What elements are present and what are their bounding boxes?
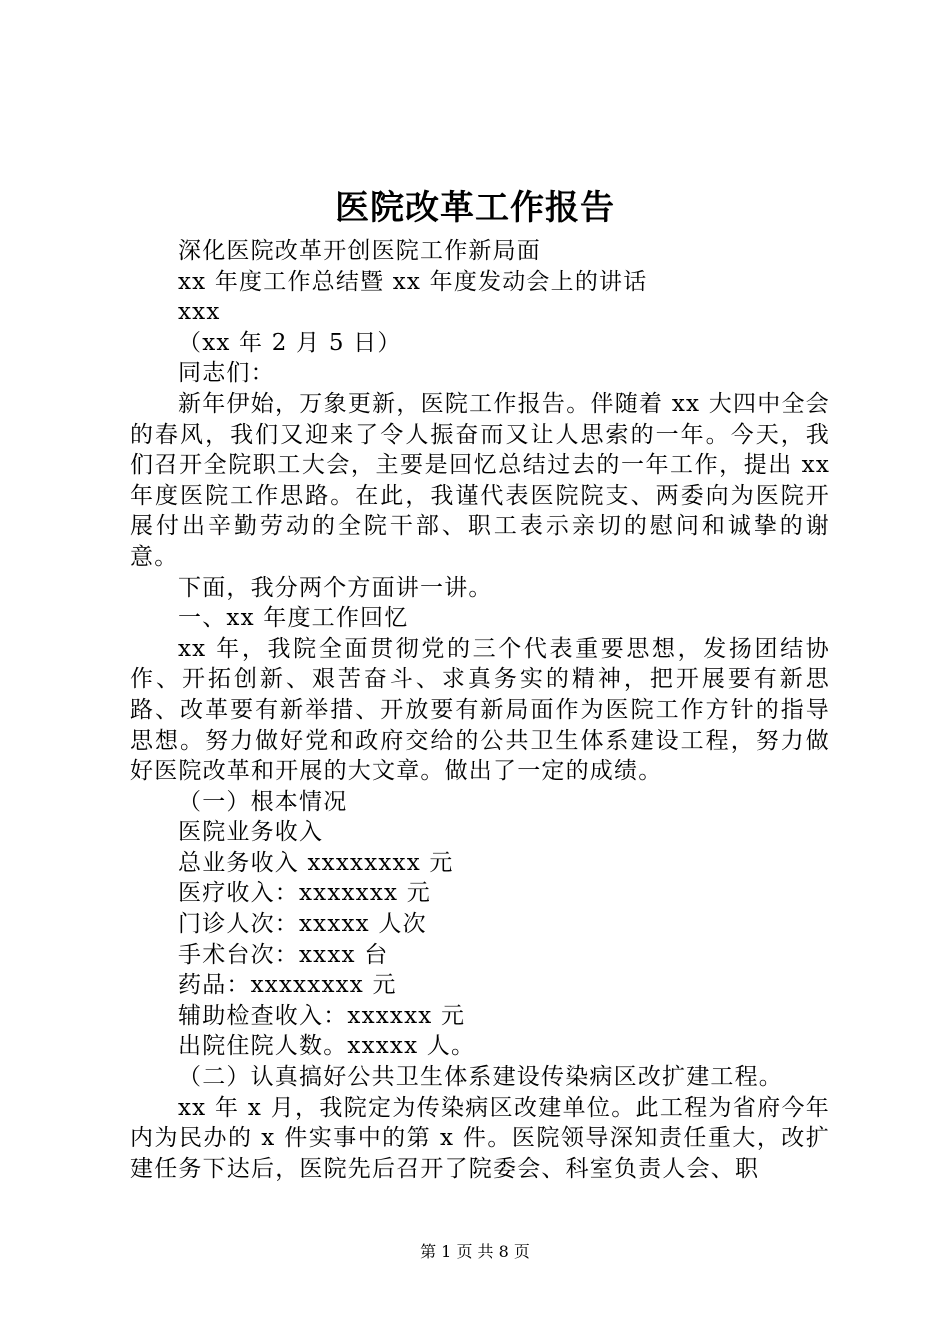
subsection-heading: （二）认真搞好公共卫生体系建设传染病区改扩建工程。 (178, 1064, 783, 1091)
speech-date: （xx 年 2 月 5 日） (178, 329, 402, 356)
paragraph: 下面，我分两个方面讲一讲。 (178, 574, 493, 601)
section-heading: 一、xx 年度工作回忆 (178, 605, 409, 632)
list-item: 总业务收入 xxxxxxxx 元 (178, 849, 454, 876)
speaker-name: xxx (178, 299, 221, 326)
list-item: 医院业务收入 (178, 819, 324, 846)
list-item: 出院住院人数。xxxxx 人。 (178, 1033, 476, 1060)
list-item: 辅助检查收入：xxxxxx 元 (178, 1002, 466, 1029)
document-body (130, 236, 830, 1184)
paragraph: 新年伊始，万象更新，医院工作报告。伴随着 xx 大四中全会的春风，我们又迎来了令人振奋而又让人思索的一年。今天，我们召开全院职工大会，主要是回忆总结过去的一年工作，提出 xx 年度医院工作思路。在此，我谨代表医院院支、两委向为医院开展付出辛勤劳动的全院干部、职工表示亲切的慰问和诚挚的谢意。 (130, 390, 830, 570)
document-title: 医院改革工作报告 (335, 188, 615, 228)
list-item: 手术台次：xxxx 台 (178, 941, 389, 968)
subtitle: 深化医院改革开创医院工作新局面 (178, 238, 541, 264)
paragraph: xx 年，我院全面贯彻党的三个代表重要思想，发扬团结协作、开拓创新、艰苦奋斗、求真务实的精神，把开展要有新思路、改革要有新举措、开放要有新局面作为医院工作方针的指导思想。努力做好党和政府交给的公共卫生体系建设工程，努力做好医院改革和开展的大文章。做出了一定的成绩。 (130, 635, 830, 785)
paragraph: xx 年 x 月，我院定为传染病区改建单位。此工程为省府今年内为民办的 x 件实事中的第 x 件。医院领导深知责任重大，改扩建任务下达后，医院先后召开了院委会、科室负责人会、职 (130, 1094, 830, 1182)
list-item: 门诊人次：xxxxx 人次 (178, 911, 427, 938)
subsection-heading: （一）根本情况 (178, 788, 348, 815)
list-item: 医疗收入：xxxxxxx 元 (178, 880, 431, 907)
salutation: 同志们： (178, 360, 275, 387)
speech-occasion: xx 年度工作总结暨 xx 年度发动会上的讲话 (178, 268, 648, 295)
list-item: 药品：xxxxxxxx 元 (178, 972, 397, 999)
page-footer: 第 1 页 共 8 页 (420, 1242, 530, 1261)
